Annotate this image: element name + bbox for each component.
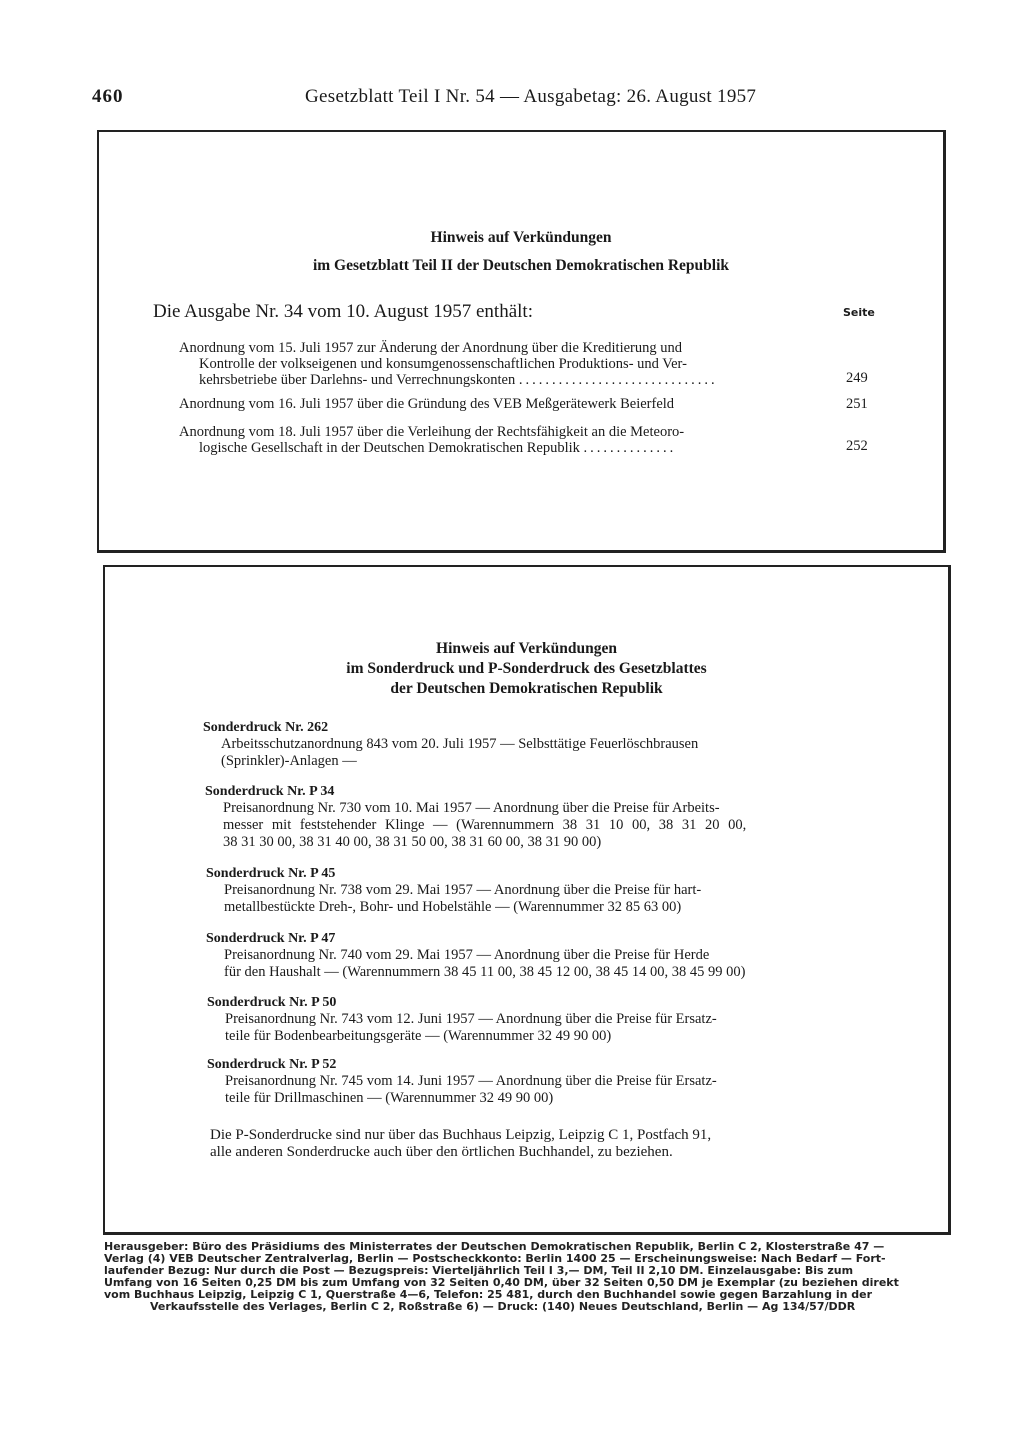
publisher-imprint [104,1241,960,1313]
sonderdruck-line: messer mit feststehender Klinge — (Warennummern 38 31 10 00, 38 31 20 00, [223,817,747,833]
sonderdruck-line: Preisanordnung Nr. 740 vom 29. Mai 1957 — Anordnung über die Preise für Herde [224,947,710,963]
imprint-line: Verlag (4) VEB Deutscher Zentralverlag, Berlin — Postscheckkonto: Berlin 1400 25 — Erscheinungsweise: Nach Bedarf — Fort- [104,1253,886,1265]
imprint-line: Herausgeber: Büro des Präsidiums des Ministerrates der Deutschen Demokratischen Republik, Berlin C 2, Klosterstraße 47 — [104,1241,885,1253]
dot-leader: .............................. [518,372,718,388]
note-line: alle anderen Sonderdrucke auch über den örtlichen Buchhandel, zu beziehen. [210,1144,673,1160]
heading-line-2: im Sonderdruck und P-Sonderdruck des Gesetzblattes [346,660,707,677]
sonderdruck-title: Sonderdruck Nr. P 50 [207,995,337,1010]
sonderdruck-line: Preisanordnung Nr. 730 vom 10. Mai 1957 — Anordnung über die Preise für Arbeits- [223,800,720,816]
sonderdruck-item [206,930,874,981]
sonderdruck-line: für den Haushalt — (Warennummern 38 45 11 00, 38 45 12 00, 38 45 14 00, 38 45 99 00) [224,964,746,980]
sonderdruck-title: Sonderdruck Nr. P 47 [206,931,336,946]
sonderdruck-item [206,865,874,916]
page-reference: 251 [846,396,868,412]
sonderdruck-item [203,719,871,770]
sonderdruck-item [207,994,875,1045]
sonderdruck-line: Arbeitsschutzanordnung 843 vom 20. Juli 1957 — Selbsttätige Feuerlöschbrausen [221,736,699,752]
entry-line: Anordnung vom 18. Juli 1957 über die Verleihung der Rechtsfähigkeit an die Meteoro- [179,424,685,440]
heading-line-3: der Deutschen Demokratischen Republik [390,680,663,697]
imprint-line: Umfang von 16 Seiten 0,25 DM bis zum Umfang von 32 Seiten 0,40 DM, über 32 Seiten 0,50 DM je Exemplar (zu beziehen direkt [104,1277,899,1289]
entry-line: Anordnung vom 15. Juli 1957 zur Änderung der Anordnung über die Kreditierung und [179,340,682,356]
entry-text: kehrsbetriebe über Darlehns- und Verrechnungskonten [199,372,516,388]
entry-line [179,440,823,456]
toc-entry [179,424,823,456]
page-reference: 249 [846,370,868,386]
heading-line-1: Hinweis auf Verkündungen [430,229,612,246]
sonderdruck-line: metallbestückte Dreh-, Bohr- und Hobelstähle — (Warennummer 32 85 63 00) [224,899,682,915]
sonderdruck-line: Preisanordnung Nr. 738 vom 29. Mai 1957 — Anordnung über die Preise für hart- [224,882,702,898]
toc-entry [179,340,823,388]
sonderdruck-title: Sonderdruck Nr. 262 [203,720,329,735]
toc-entry [179,396,823,412]
edition-line: Die Ausgabe Nr. 34 vom 10. August 1957 enthält: [153,301,533,322]
sonderdruck-line: teile für Drillmaschinen — (Warennummer 32 49 90 00) [225,1090,554,1106]
page-number: 460 [92,86,124,107]
sonderdruck-line: 38 31 30 00, 38 31 40 00, 38 31 50 00, 38 31 60 00, 38 31 90 00) [223,834,602,850]
ordering-note [210,1127,850,1161]
page-reference: 252 [846,438,868,454]
notice-heading [105,639,948,699]
sonderdruck-notice-box [103,565,951,1235]
seite-label: Seite [843,306,875,319]
sonderdruck-line: teile für Bodenbearbeitungsgeräte — (Warennummer 32 49 90 00) [225,1028,612,1044]
sonderdruck-line: Preisanordnung Nr. 743 vom 12. Juni 1957 — Anordnung über die Preise für Ersatz- [225,1011,717,1027]
dot-leader: .............. [583,440,677,456]
entry-line: Kontrolle der volkseigenen und konsumgenossenschaftlichen Produktions- und Ver- [199,356,687,372]
sonderdruck-title: Sonderdruck Nr. P 45 [206,866,336,881]
sonderdruck-line: (Sprinkler)-Anlagen — [221,753,357,769]
imprint-line: vom Buchhaus Leipzig, Leipzig C 1, Querstraße 4—6, Telefon: 25 481, durch den Buchhandel sowie gegen Barzahlung in der [104,1289,873,1301]
header-title: Gesetzblatt Teil I Nr. 54 — Ausgabetag: 26. August 1957 [305,86,757,107]
note-line: Die P-Sonderdrucke sind nur über das Buchhaus Leipzig, Leipzig C 1, Postfach 91, [210,1127,712,1143]
entry-text: logische Gesellschaft in der Deutschen Demokratischen Republik [199,440,580,456]
sonderdruck-title: Sonderdruck Nr. P 34 [205,784,335,799]
imprint-line: laufender Bezug: Nur durch die Post — Bezugspreis: Vierteljährlich Teil I 3,— DM, Teil II 2,10 DM. Einzelausgabe: Bis zum [104,1265,854,1277]
page-header [92,86,952,116]
sonderdruck-item [205,783,873,851]
notice-heading [99,224,943,280]
entry-line: Anordnung vom 16. Juli 1957 über die Gründung des VEB Meßgerätewerk Beierfeld [179,396,675,412]
sonderdruck-item [207,1056,875,1107]
sonderdruck-line: Preisanordnung Nr. 745 vom 14. Juni 1957 — Anordnung über die Preise für Ersatz- [225,1073,717,1089]
imprint-line: Verkaufsstelle des Verlages, Berlin C 2, Roßstraße 6) — Druck: (140) Neues Deutschland, Berlin — Ag 134/57/DDR [150,1301,856,1313]
sonderdruck-title: Sonderdruck Nr. P 52 [207,1057,337,1072]
heading-line-1: Hinweis auf Verkündungen [436,640,617,657]
gesetzblatt-teil-ii-notice-box [97,130,946,553]
entry-line [179,372,823,388]
heading-line-2: im Gesetzblatt Teil II der Deutschen Demokratischen Republik [312,257,730,274]
